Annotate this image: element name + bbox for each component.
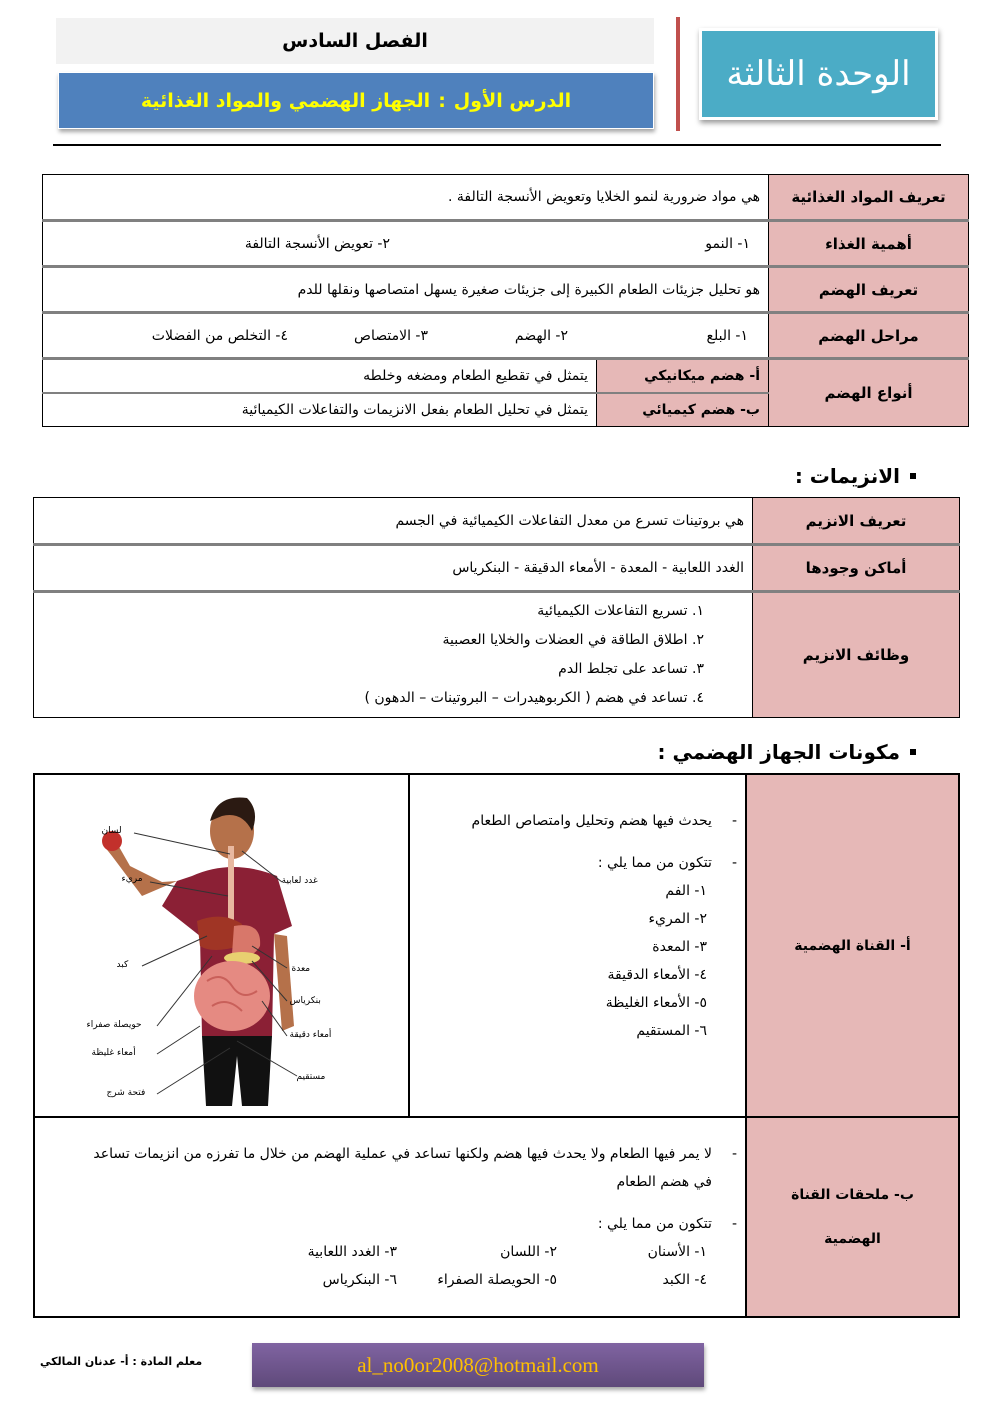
canal-consists-item: - تتكون من مما يلي :	[418, 849, 737, 877]
accessory-part: ٣- الغدد اللعابية	[307, 1244, 397, 1260]
lesson-title-banner	[58, 72, 654, 129]
accessories-consists-item: - تتكون من مما يلي :	[43, 1210, 737, 1238]
accessories-label-line2: الهضمية	[824, 1231, 881, 1247]
food-definition-value: هي مواد ضرورية لنمو الخلايا وتعويض الأنسجة التالفة .	[43, 175, 769, 221]
function-item: ١. تسريع التفاعلات الكيميائية	[537, 603, 704, 619]
accessories-desc-item: - لا يمر فيها الطعام ولا يحدث فيها هضم ولكنها تساعد في عملية الهضم من خلال ما تفرزه من انزيمات تساعد في هضم الطعام	[43, 1140, 737, 1196]
enzyme-locations-value: الغدد اللعابية - المعدة - الأمعاء الدقيقة - البنكرياس	[34, 545, 753, 592]
lesson-prefix: الدرس الأول	[453, 89, 572, 112]
enzyme-functions-label: وظائف الانزيم	[753, 592, 960, 718]
diagram-label-pancreas: بنكرياس	[289, 995, 321, 1006]
function-item: ٢. اطلاق الطاقة في العضلات والخلايا العصبية	[442, 632, 704, 648]
enzyme-functions-value	[34, 592, 753, 718]
chemical-digestion-label: ب- هضم كيميائي	[597, 393, 769, 427]
stage-item: ٣- الامتصاص	[354, 327, 428, 344]
accessories-label	[746, 1117, 959, 1317]
canal-part: ٢- المريء	[648, 911, 707, 927]
chapter-title: الفصل السادس	[56, 18, 654, 64]
canal-part: ٣- المعدة	[652, 939, 707, 955]
canal-label: أ- القناة الهضمية	[746, 774, 959, 1117]
digestion-stages-value	[43, 313, 769, 359]
function-item: ٤. تساعد في هضم ( الكربوهيدرات – البروتينات – الدهون )	[364, 690, 704, 706]
lesson-colon: :	[438, 89, 446, 112]
food-importance-value	[43, 221, 769, 267]
accessory-part: ٤- الكبد	[662, 1272, 707, 1288]
stage-item: ٢- الهضم	[514, 327, 568, 344]
importance-item: ١- النمو	[705, 235, 750, 252]
accessories-parts-grid	[43, 1238, 737, 1294]
canal-part: ٥- الأمعاء الغليظة	[605, 995, 707, 1011]
diagram-label-salivary-glands: غدد لعابية	[281, 875, 318, 886]
bullet-icon	[910, 473, 916, 479]
lesson-title: الجهاز الهضمي والمواد الغذائية	[140, 89, 431, 112]
accessories-desc: لا يمر فيها الطعام ولا يحدث فيها هضم ولكنها تساعد في عملية الهضم من خلال ما تفرزه من انزيمات تساعد في هضم الطعام	[93, 1146, 712, 1190]
accessory-part: ٢- اللسان	[500, 1244, 557, 1260]
canal-part: ١- الفم	[665, 883, 707, 899]
canal-part: ٤- الأمعاء الدقيقة	[607, 967, 707, 983]
diagram-label-small-intestine: أمعاء دقيقة	[289, 1029, 332, 1040]
digestion-definition-label: تعريف الهضم	[769, 267, 969, 313]
diagram-label-tongue: لسان	[101, 825, 122, 836]
enzyme-definition-value: هي بروتينات تسرع من معدل التفاعلات الكيميائية في الجسم	[34, 498, 753, 545]
vertical-divider	[676, 17, 680, 131]
digestive-system-table	[33, 773, 960, 1318]
accessory-part: ١- الأسنان	[647, 1244, 707, 1260]
canal-desc: يحدث فيها هضم وتحليل وامتصاص الطعام	[471, 813, 712, 829]
chemical-digestion-desc: يتمثل في تحليل الطعام بفعل الانزيمات والتفاعلات الكيميائية	[43, 393, 597, 427]
stage-item: ٤- التخلص من الفضلات	[151, 327, 288, 344]
accessory-part: ٦- البنكرياس	[322, 1272, 397, 1288]
email-banner: al_no0or2008@hotmail.com	[252, 1343, 704, 1387]
digestive-system-heading	[658, 740, 916, 764]
canal-content	[409, 774, 746, 1117]
mechanical-digestion-label: أ- هضم ميكانيكي	[597, 359, 769, 393]
accessories-content	[34, 1117, 746, 1317]
stage-item: ١- البلع	[706, 327, 748, 344]
canal-part: ٦- المستقيم	[636, 1023, 707, 1039]
digestion-stages-label: مراحل الهضم	[769, 313, 969, 359]
diagram-label-gallbladder: حويصلة صفراء	[86, 1019, 142, 1030]
diagram-label-esophagus: مريء	[121, 873, 143, 884]
enzyme-definition-label: تعريف الانزيم	[753, 498, 960, 545]
importance-item: ٢- تعويض الأنسجة التالفة	[244, 235, 390, 252]
enzyme-locations-label: أماكن وجودها	[753, 545, 960, 592]
accessory-part: ٥- الحويصلة الصفراء	[437, 1272, 557, 1288]
food-importance-label: أهمية الغذاء	[769, 221, 969, 267]
digestion-definition-value: هو تحليل جزيئات الطعام الكبيرة إلى جزيئات صغيرة يسهل امتصاصها ونقلها للدم	[43, 267, 769, 313]
diagram-label-anus: فتحة شرج	[106, 1087, 146, 1098]
digestive-diagram-cell	[34, 774, 409, 1117]
accessories-label-line1: ب- ملحقات القناة	[791, 1187, 914, 1203]
bullet-icon	[910, 749, 916, 755]
food-table	[42, 174, 969, 427]
accessories-consists: تتكون من مما يلي :	[597, 1216, 712, 1232]
digestion-types-label: أنواع الهضم	[769, 359, 969, 427]
diagram-label-liver: كبد	[116, 959, 129, 970]
canal-consists: تتكون من مما يلي :	[597, 855, 712, 871]
human-body-illustration	[82, 786, 362, 1106]
teacher-name: معلم المادة : أ- عدنان المالكي	[40, 1355, 203, 1368]
mechanical-digestion-desc: يتمثل في تقطيع الطعام ومضغه وخلطه	[43, 359, 597, 393]
digestive-system-diagram	[82, 786, 362, 1106]
diagram-label-large-intestine: أمعاء غليظة	[91, 1047, 136, 1058]
canal-desc-item: - يحدث فيها هضم وتحليل وامتصاص الطعام	[418, 807, 737, 835]
function-item: ٣. تساعد على تجلط الدم	[558, 661, 704, 677]
food-definition-label: تعريف المواد الغذائية	[769, 175, 969, 221]
diagram-label-stomach: معدة	[291, 963, 311, 974]
enzymes-heading	[795, 464, 916, 488]
digestive-system-heading-text: مكونات الجهاز الهضمي :	[657, 740, 900, 764]
enzymes-heading-text: الانزيمات :	[794, 464, 900, 488]
unit-title: الوحدة الثالثة	[699, 28, 938, 120]
enzymes-table	[33, 497, 960, 718]
diagram-label-rectum: مستقيم	[296, 1071, 326, 1082]
header-rule	[53, 144, 941, 146]
